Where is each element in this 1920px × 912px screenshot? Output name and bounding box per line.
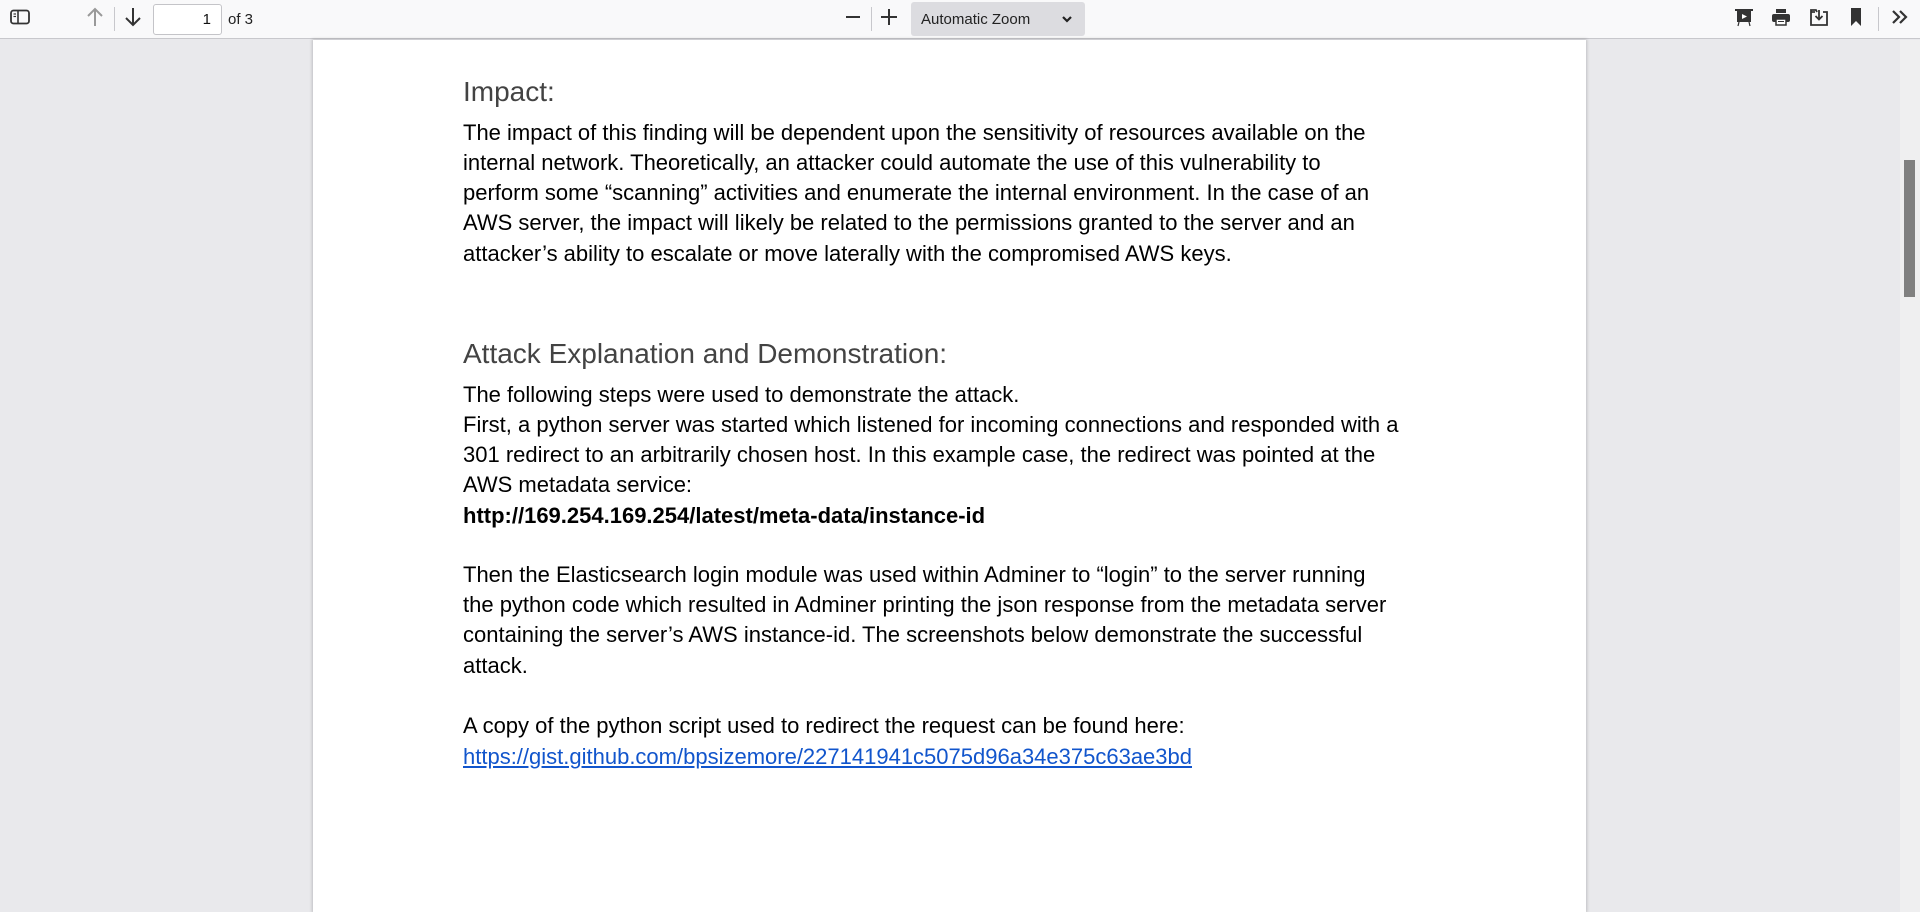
sidebar-icon (10, 9, 30, 30)
presentation-mode-button[interactable] (1732, 6, 1756, 32)
attack-text-line: First, a python server was started which listened for incoming connections and responded with a (463, 412, 1399, 437)
page-count-label: of 3 (228, 11, 254, 28)
pdf-toolbar (0, 0, 1920, 39)
print-button[interactable] (1769, 6, 1793, 32)
zoom-level-select[interactable] (911, 2, 1085, 36)
attack-text-line: containing the server’s AWS instance-id. The screenshots below demonstrate the successful (463, 622, 1363, 647)
attack-text-line: 301 redirect to an arbitrarily chosen host. In this example case, the redirect was pointed at the (463, 442, 1376, 467)
presentation-icon (1734, 7, 1754, 32)
attack-text-line: Then the Elasticsearch login module was used within Adminer to “login” to the server running (463, 562, 1366, 587)
page-number-input[interactable] (153, 4, 222, 35)
gist-link[interactable]: https://gist.github.com/bpsizemore/227141941c5075d96a34e375c63ae3bd (463, 744, 1192, 769)
save-download-button[interactable] (1807, 6, 1831, 32)
pdf-viewer-container (0, 40, 1920, 912)
script-intro-text: A copy of the python script used to redirect the request can be found here: (463, 713, 1185, 738)
bookmark-button[interactable] (1845, 6, 1867, 32)
chevron-down-icon (1061, 10, 1073, 32)
next-page-button[interactable] (122, 6, 144, 32)
pdf-page (313, 40, 1586, 912)
arrow-up-icon (86, 7, 104, 32)
previous-page-button[interactable] (84, 6, 106, 32)
download-icon (1809, 7, 1829, 32)
impact-text-line: perform some “scanning” activities and enumerate the internal environment. In the case of an (463, 180, 1370, 205)
section-heading-attack: Attack Explanation and Demonstration: (463, 338, 948, 369)
toolbar-divider (871, 7, 872, 31)
attack-text-line: The following steps were used to demonstrate the attack. (463, 382, 1020, 407)
arrow-down-icon (124, 7, 142, 32)
attack-text-line: attack. (463, 653, 528, 678)
attack-text-line: the python code which resulted in Adminer printing the json response from the metadata server (463, 592, 1387, 617)
toolbar-divider (114, 7, 115, 31)
impact-text-line: internal network. Theoretically, an attacker could automate the use of this vulnerability to (463, 150, 1321, 175)
metadata-url-text: http://169.254.169.254/latest/meta-data/instance-id (463, 503, 986, 528)
attack-text-line: AWS metadata service: (463, 472, 693, 497)
tools-menu-button[interactable] (1887, 6, 1913, 32)
sidebar-toggle-button[interactable] (8, 6, 32, 32)
impact-text-line: AWS server, the impact will likely be related to the permissions granted to the server and an (463, 210, 1355, 235)
print-icon (1771, 7, 1791, 32)
impact-text-line: The impact of this finding will be dependent upon the sensitivity of resources available on the (463, 120, 1366, 145)
bookmark-icon (1848, 7, 1864, 32)
impact-text-line: attacker’s ability to escalate or move laterally with the compromised AWS keys. (463, 241, 1232, 266)
section-heading-impact: Impact: (463, 76, 555, 107)
minus-icon (844, 8, 862, 31)
zoom-level-label: Automatic Zoom (921, 10, 1031, 28)
zoom-in-button[interactable] (878, 6, 900, 32)
zoom-out-button[interactable] (842, 6, 864, 32)
scrollbar-thumb[interactable] (1904, 160, 1915, 297)
toolbar-divider (1878, 7, 1879, 31)
double-chevron-right-icon (1890, 8, 1910, 31)
plus-icon (880, 8, 898, 31)
